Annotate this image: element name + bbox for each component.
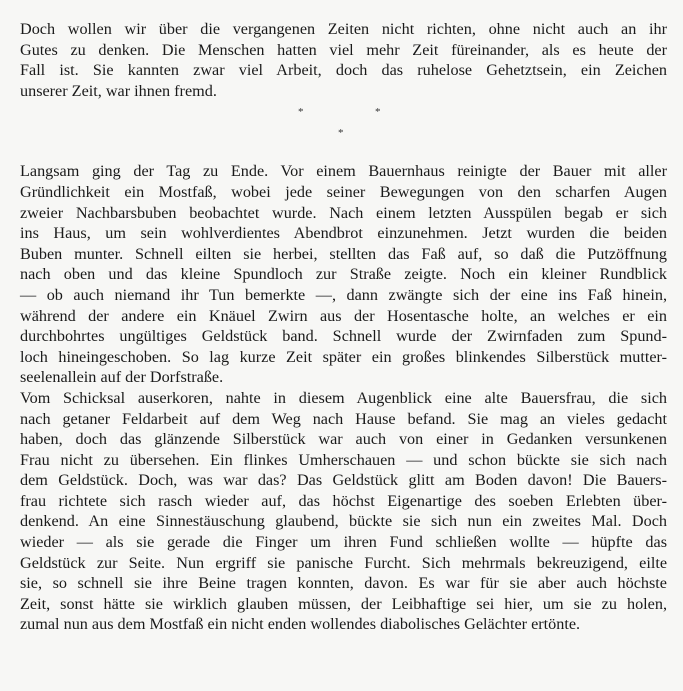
- paragraph-story-1: [20, 161, 667, 388]
- text-line: denkend. An eine Sinnestäuschung glaubend, bückte sie sich nun ein zweites Mal. Doch: [20, 512, 667, 531]
- text-line: nach getaner Feldarbeit auf dem Weg nach Hause befand. Sie mag an vieles gedacht: [20, 409, 667, 428]
- text-line: Frau nicht zu übersehen. Ein flinkes Umherschauen — und schon bückte sie sich nach: [20, 450, 667, 469]
- text-line: Gutes zu denken. Die Menschen hatten viel mehr Zeit füreinander, als es heute der: [20, 40, 667, 59]
- text-line: unserer Zeit, war ihnen fremd.: [20, 81, 217, 100]
- text-line: durchbohrtes ungültiges Geldstück band. Schnell wurde der Zwirnfaden zum Spund-: [20, 327, 667, 346]
- text-line: nach oben und das kleine Spundloch zur Straße zeigte. Noch ein kleiner Rundblick: [20, 265, 667, 284]
- text-line: Geldstück zur Seite. Nun ergriff sie panische Furcht. Sich mehrmals bekreuzigend, eilte: [20, 553, 667, 572]
- text-line: haben, doch das glänzende Silberstück war auch von einer in Gedanken versunkenen: [20, 430, 667, 449]
- text-line: sie, so schnell sie ihre Beine tragen konnten, davon. Es war für sie aber auch höchste: [20, 574, 667, 593]
- text-line: Fall ist. Sie kannten zwar viel Arbeit, doch das ruhelose Gehetztsein, ein Zeichen: [20, 61, 667, 80]
- text-line: Buben munter. Schnell eilten sie herbei, stellten das Faß auf, so daß die Putzöffnung: [20, 244, 667, 263]
- asterisk-ornament: *: [338, 127, 344, 140]
- text-line: Langsam ging der Tag zu Ende. Vor einem Bauernhaus reinigte der Bauer mit aller: [20, 162, 667, 181]
- text-line: wieder — als sie gerade die Finger um ihren Fund schließen wollte — hüpfte das: [20, 533, 667, 552]
- asterisk-ornament: *: [375, 106, 381, 119]
- text-line: seelenallein auf der Dorfstraße.: [20, 368, 224, 387]
- asterisk-ornament: *: [298, 106, 304, 119]
- text-line: ins Haus, um sein wohlverdientes Abendbrot einzunehmen. Jetzt wurden die beiden: [20, 224, 667, 243]
- text-line: Gründlichkeit ein Mostfaß, wobei jede seiner Bewegungen von den scharfen Augen: [20, 182, 667, 201]
- text-line: dem Geldstück. Doch, was war das? Das Geldstück glitt am Boden davon! Die Bauers-: [20, 471, 667, 490]
- text-line: Zeit, sonst hätte sie wirklich glauben müssen, der Leibhaftige sei hier, um sie zu holen,: [20, 594, 667, 613]
- text-line: Doch wollen wir über die vergangenen Zeiten nicht richten, ohne nicht auch an ihr: [20, 20, 667, 38]
- paragraph-intro: [20, 19, 667, 101]
- text-line: — ob auch niemand ihr Tun bemerkte —, dann zwängte sich der eine ins Faß hinein,: [20, 285, 667, 304]
- text-line: zweier Nachbarsbuben beobachtet wurde. Nach einem letzten Ausspülen begab er sich: [20, 203, 667, 222]
- text-line: Vom Schicksal auserkoren, nahte in diesem Augenblick eine alte Bauersfrau, die sich: [20, 388, 667, 407]
- section-ornament: [20, 101, 667, 153]
- text-line: während der andere ein Knäuel Zwirn aus der Hosentasche holte, an welches er ein: [20, 306, 667, 325]
- text-line: frau richtete sich rasch wieder auf, das höchst Eigenartige des soeben Erlebten über-: [20, 491, 667, 510]
- paragraph-story-2: [20, 388, 667, 635]
- text-line: loch hineingeschoben. So lag kurze Zeit später ein großes blinkendes Silberstück mutter-: [20, 347, 667, 366]
- text-line: zumal nun aus dem Mostfaß ein nicht enden wollendes diabolisches Gelächter ertönte.: [20, 615, 581, 634]
